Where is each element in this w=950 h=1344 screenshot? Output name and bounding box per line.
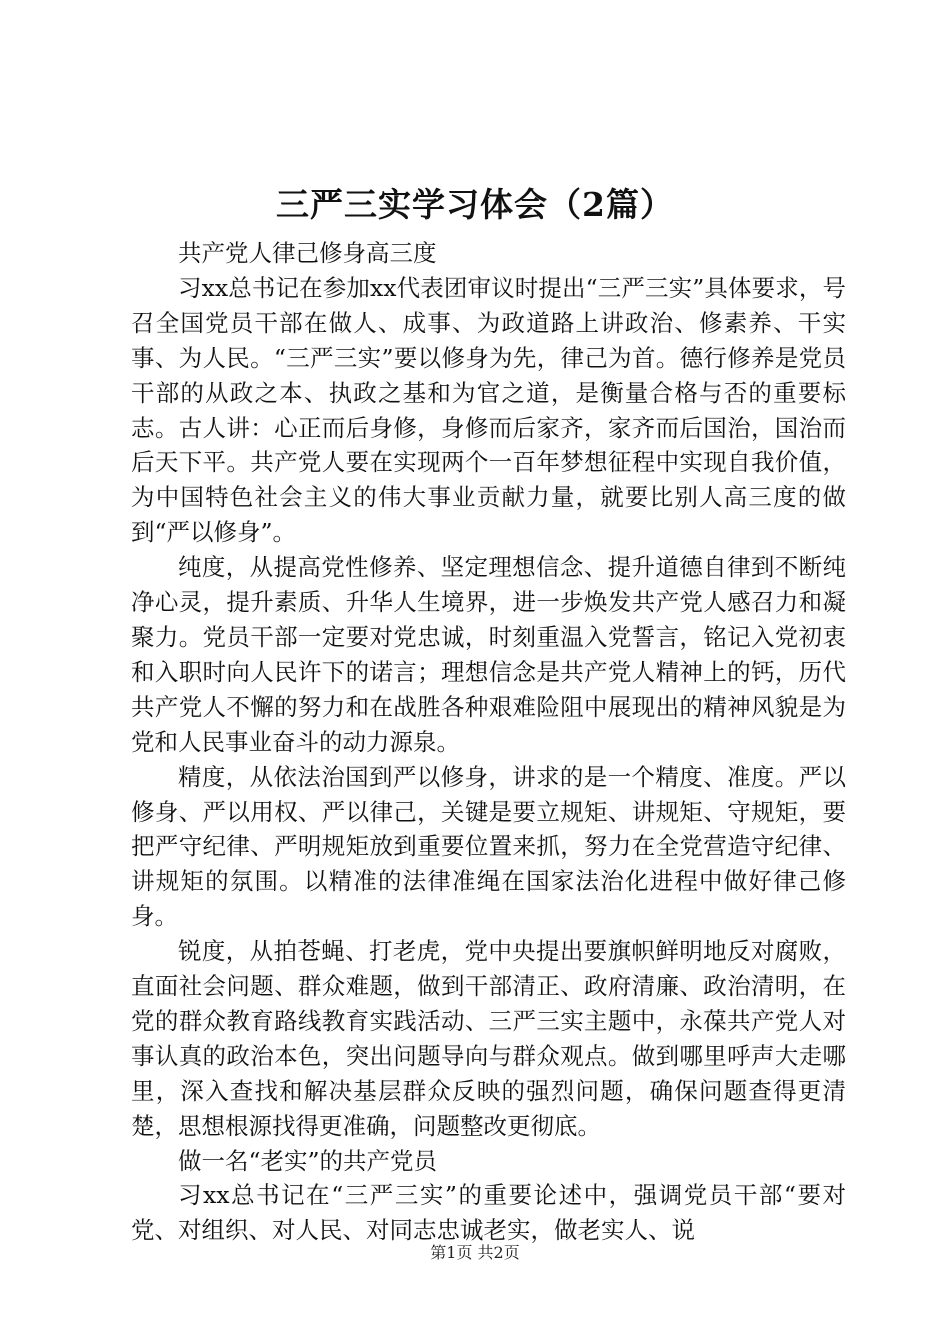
body-paragraph: 纯度，从提高党性修养、坚定理想信念、提升道德自律到不断纯净心灵，提升素质、升华人生境界，进一步焕发共产党人感召力和凝聚力。党员干部一定要对党忠诚，时刻重温入党誓言，铭记入党初衷和入职时向人民许下的诺言；理想信念是共产党人精神上的钙，历代共产党人不懈的努力和在战胜各种艰难险阻中展现出的精神风貌是为党和人民事业奋斗的动力源泉。 — [131, 553, 846, 756]
body-paragraph: 习xx总书记在“三严三实”的重要论述中，强调党员干部“要对党、对组织、对人民、对同志忠诚老实，做老实人、说 — [131, 1181, 846, 1245]
body-paragraph: 精度，从依法治国到严以修身，讲求的是一个精度、准度。严以修身、严以用权、严以律己，关键是要立规矩、讲规矩、守规矩，要把严守纪律、严明规矩放到重要位置来抓，努力在全党营造守纪律、讲规矩的氛围。以精准的法律准绳在国家法治化进程中做好律己修身。 — [131, 762, 846, 931]
document-title: 三严三实学习体会（2篇） — [276, 185, 674, 224]
body-paragraph: 锐度，从拍苍蝇、打老虎，党中央提出要旗帜鲜明地反对腐败，直面社会问题、群众难题，做到干部清正、政府清廉、政治清明，在党的群众教育路线教育实践活动、三严三实主题中，永葆共产党人对事认真的政治本色，突出问题导向与群众观点。做到哪里呼声大走哪里，深入查找和解决基层群众反映的强烈问题，确保问题查得更清楚，思想根源找得更准确，问题整改更彻底。 — [131, 937, 846, 1140]
document-body — [131, 236, 846, 1248]
body-paragraph: 习xx总书记在参加xx代表团审议时提出“三严三实”具体要求，号召全国党员干部在做人、成事、为政道路上讲政治、修素养、干实事、为人民。“三严三实”要以修身为先，律己为首。德行修养是党员干部的从政之本、执政之基和为官之道，是衡量合格与否的重要标志。古人讲：心正而后身修，身修而后家齐，家齐而后国治，国治而后天下平。共产党人要在实现两个一百年梦想征程中实现自我价值，为中国特色社会主义的伟大事业贡献力量，就要比别人高三度的做到“严以修身”。 — [131, 273, 846, 547]
page-footer: 第1页 共2页 — [430, 1243, 520, 1262]
section-heading: 做一名“老实”的共产党员 — [178, 1146, 438, 1175]
section-heading: 共产党人律己修身高三度 — [178, 239, 437, 267]
